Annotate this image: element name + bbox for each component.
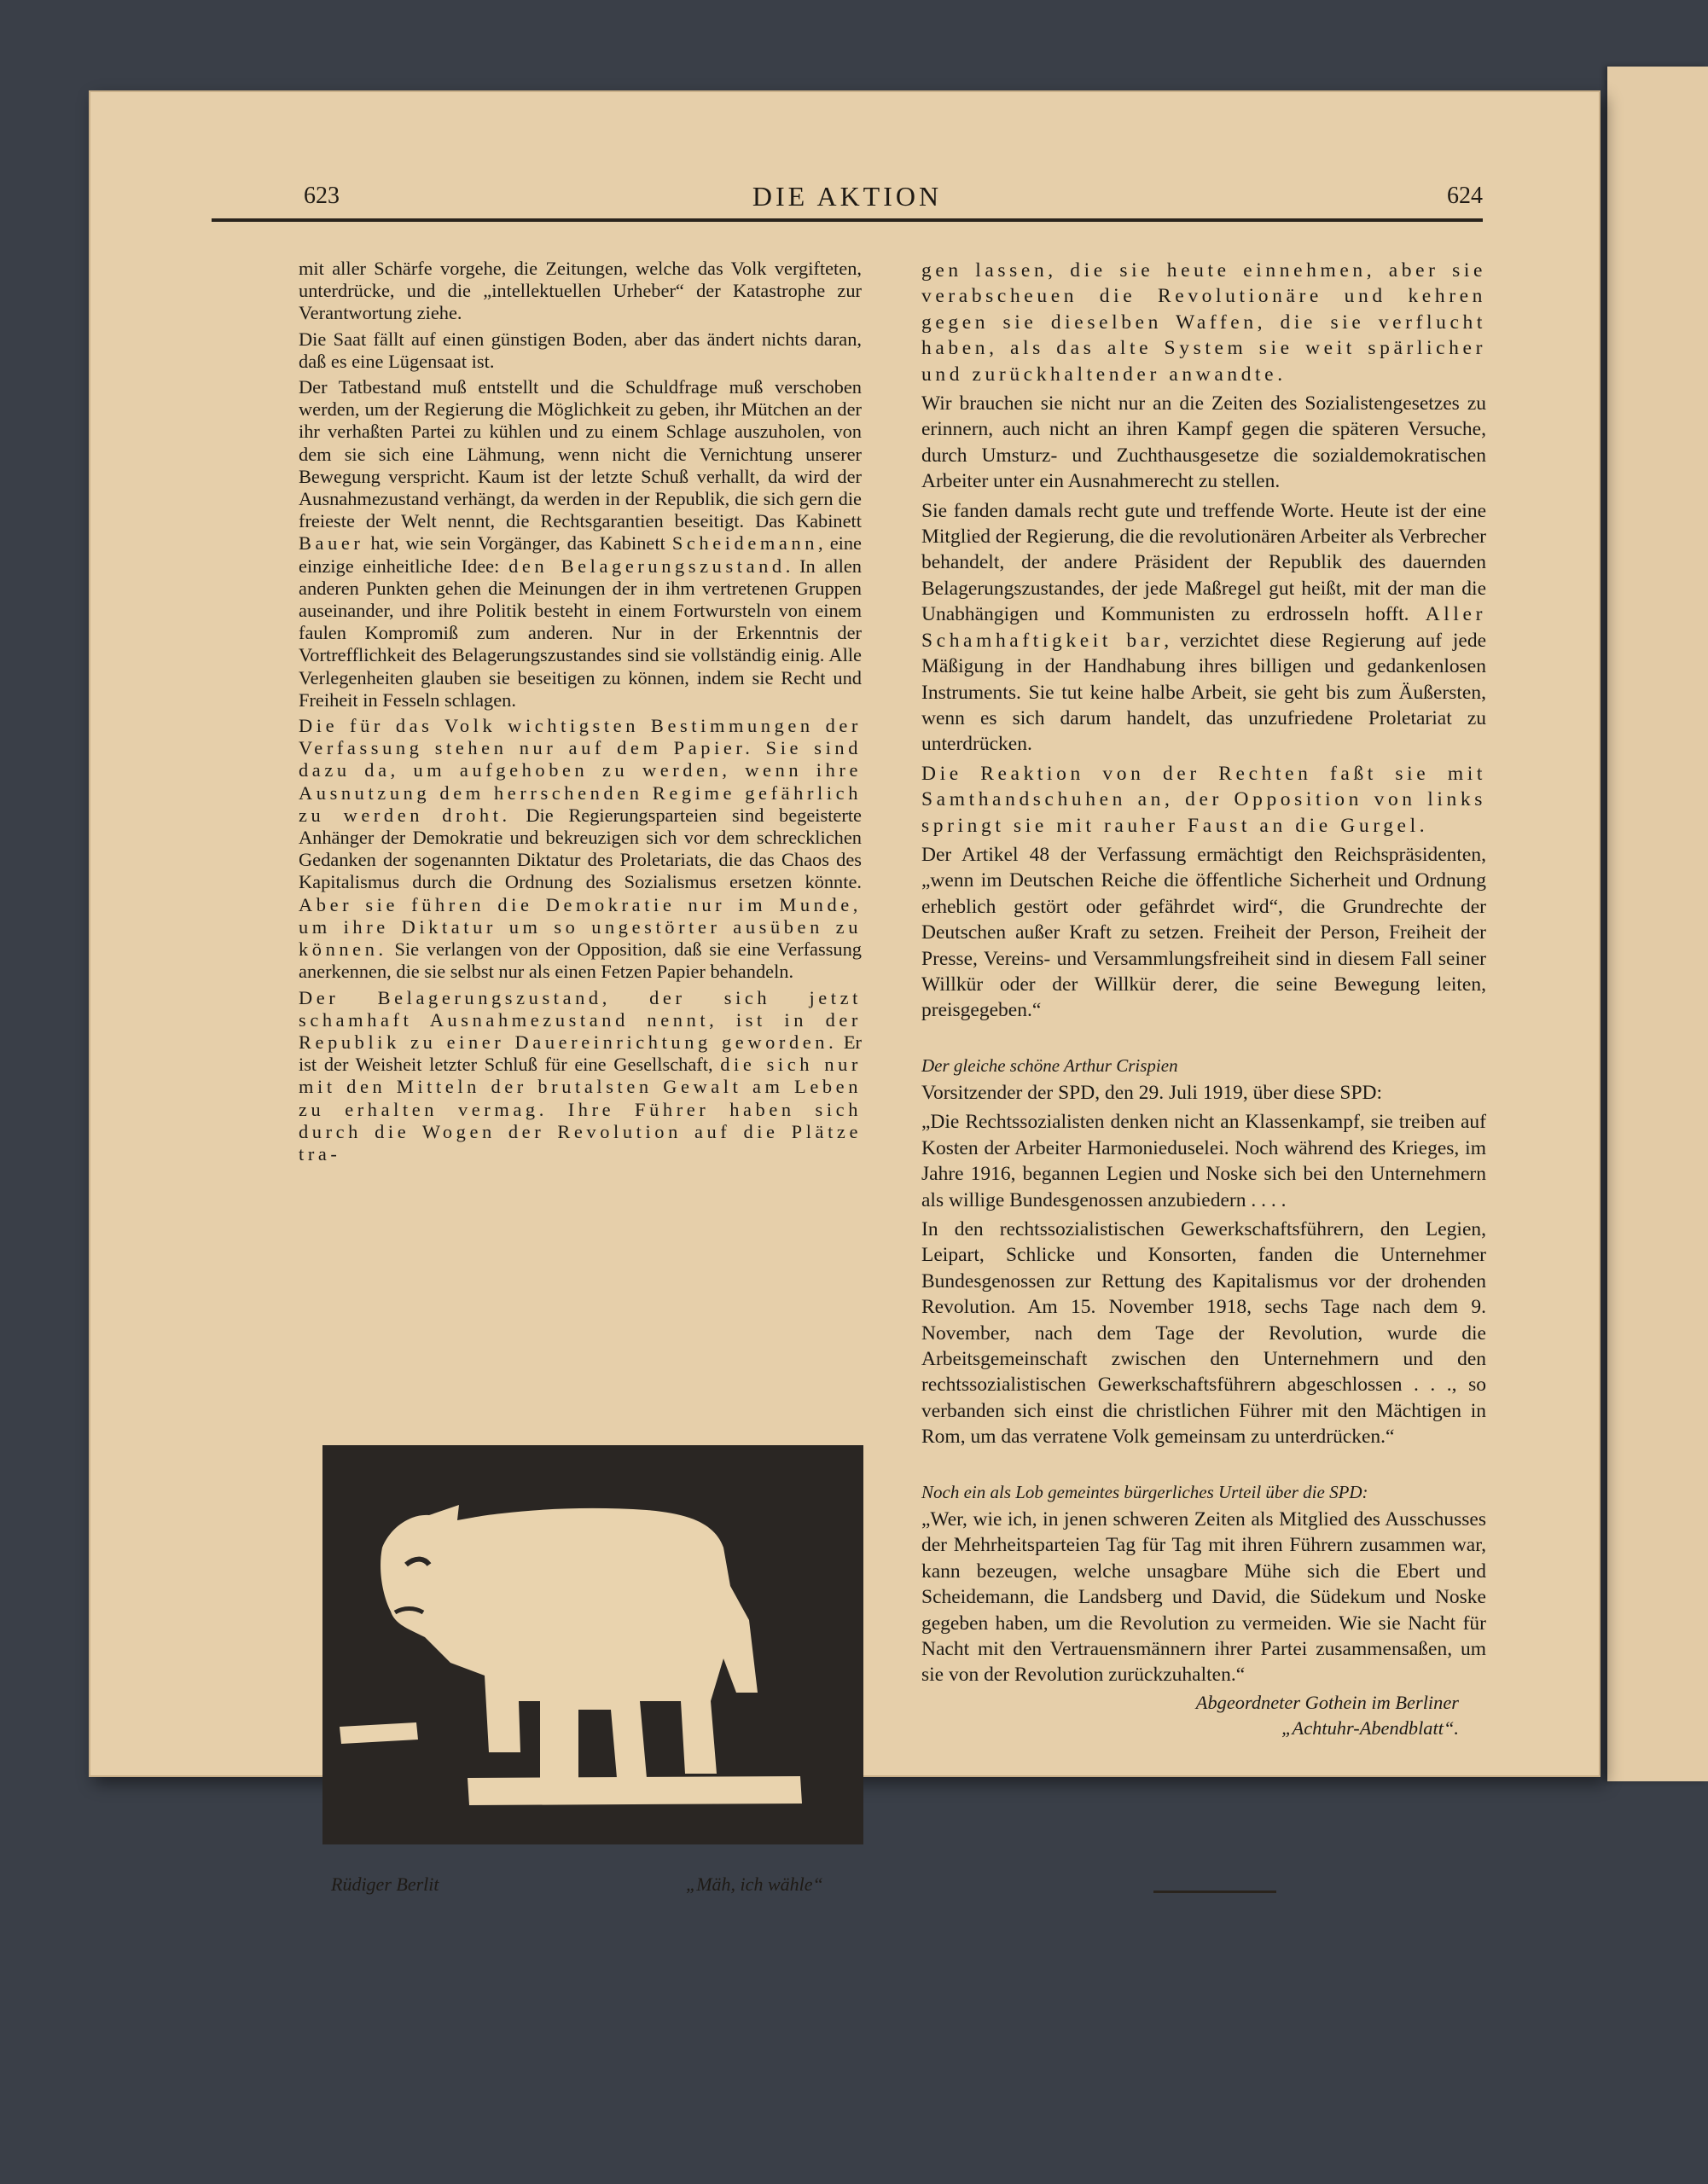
spaced-emphasis-text: Bauer xyxy=(299,532,364,555)
body-text: Er ist der Weisheit letzter Schluß für eine Gesellschaft, xyxy=(299,1031,862,1076)
left-column-paragraph xyxy=(299,376,862,712)
lamb-woodcut-drawing xyxy=(322,1445,863,1844)
right-column-paragraph xyxy=(921,391,1486,495)
magazine-title: DIE AKTION xyxy=(752,181,943,212)
spaced-emphasis-text: Aller Schamhaftigkeit bar xyxy=(921,603,1486,652)
gothein-quote: „Wer, wie ich, in jenen schweren Zeiten als Mitglied des Ausschusses der Mehrheitsparteien Tag für Tag mit ihren Führern zusammen war, kann bezeugen, welche unsagbare Mühe sich die Ebert und Scheidemann, die Landsberg und David, die Südekum und Noske gegeben haben, um die Revolution zu vermeiden. Wie sie Nacht für Nacht mit den Vertrauensmännern ihrer Partei zusammensaßen, um sie von der Revolution zurückzuhalten.“ xyxy=(921,1507,1486,1687)
body-text: Die Saat fällt auf einen günstigen Boden, aber das ändert nichts daran, daß es eine Lügensaat ist. xyxy=(299,328,862,372)
left-page-number: 623 xyxy=(304,183,340,209)
spaced-emphasis-text: Aber sie führen die Demokratie nur im Munde, um ihre Diktatur um so ungestörter ausüben zu können. xyxy=(299,893,862,961)
right-column-paragraph xyxy=(921,258,1486,387)
body-text: mit aller Schärfe vorgehe, die Zeitungen, welche das Volk vergifteten, unterdrücke, und die „intellektuellen Urheber“ der Katastrophe zur Verantwortung ziehe. xyxy=(299,258,862,324)
right-column-paragraph xyxy=(921,498,1486,758)
illustration-artist: Rüdiger Berlit xyxy=(331,1873,439,1895)
body-text: hat, wie sein Vorgänger, das Kabinett xyxy=(363,532,672,555)
left-column-paragraph xyxy=(299,328,862,373)
spaced-emphasis-text: Der Belagerungszustand, der sich jetzt schamhaft Ausnahmezustand nennt, ist in der Republik zu einer Dauereinrichtung geworden. xyxy=(299,986,862,1053)
body-text: Der Artikel 48 der Verfassung ermächtigt den Reichspräsidenten, „wenn im Deutschen Reiche die öffentliche Sicherheit und Ordnung erheblich gestört oder gefährdet wird“, die Grundrechte der Deutschen außer Kraft zu setzen. Freiheit der Person, Freiheit der Presse, Vereins- und Versammlungsfreiheit sind in diesem Fall seiner Willkür oder der Willkür derer, die seine Bewegung leiten, preisgegeben.“ xyxy=(921,843,1486,1022)
post-shape xyxy=(540,1701,578,1804)
page-header xyxy=(212,176,1483,222)
body-text: Wir brauchen sie nicht nur an die Zeiten des Sozialistengesetzes zu erinnern, auch nicht an ihren Kampf gegen die späteren Versuche, durch Umsturz- und Zuchthausgesetze die sozialdemokratischen Arbeiter unter ein Ausnahmerecht zu stellen. xyxy=(921,392,1486,493)
gothein-heading: Noch ein als Lob gemeintes bürgerliches Urteil über die SPD: xyxy=(921,1481,1368,1502)
gothein-credit-line-2: „Achtuhr-Abendblatt“. xyxy=(1281,1716,1459,1739)
body-text: Sie fanden damals recht gute und treffende Worte. Heute ist der eine Mitglied der Regierung, die die revolutionären Arbeiter als Verbrecher behandelt, der andere Präsident der Republik des dauernden Belagerungszustandes, der jede Maßregel gut heißt, mit der man die Unabhängigen und Kommunisten zu erdrosseln hofft. xyxy=(921,499,1486,626)
right-column-paragraph xyxy=(921,761,1486,839)
lamb-woodcut-illustration xyxy=(322,1445,863,1844)
right-column-paragraph xyxy=(921,842,1486,1024)
right-text-column xyxy=(921,258,1486,1743)
gothein-credit-line-1: Abgeordneter Gothein im Berliner xyxy=(1195,1691,1459,1713)
body-text: Die Regierungsparteien sind begeisterte Anhänger der Demokratie und bekreuzigen sich vor dem schrecklichen Gedanken der sogenannten Diktatur des Proletariats, die das Chaos des Kapitalismus durch die Ordnung des Sozialismus ersetzen könnte. xyxy=(299,804,862,893)
spaced-emphasis-text: die sich nur mit den Mitteln der brutalsten Gewalt am Leben zu erhalten vermag. Ihre Führer haben sich durch die Wogen der Revolution auf die Plätze tra- xyxy=(299,1054,862,1165)
body-text: Der Tatbestand muß entstellt und die Schuldfrage muß verschoben werden, um der Regierung die Möglichkeit zu geben, ihr Mütchen an der ihr verhaßten Partei zu kühlen und zu einem Schlage auszuholen, von dem sie sich eine Lähmung, wenn nicht die Vernichtung unserer Bewegung verspricht. Kaum ist der letzte Schuß verhallt, da wird der Ausnahmezustand verhängt, da werden in der Republik, die sich gern die freieste der Welt nennt, die Rechtsgarantien beseitigt. Das Kabinett xyxy=(299,376,862,532)
spaced-emphasis-text: gen lassen, die sie heute einnehmen, aber sie verabscheuen die Revolutionäre und kehren gegen sie dieselben Waffen, die sie verflucht haben, als das alte System sie weit spärlicher und zurückhaltender anwandte. xyxy=(921,259,1486,386)
illustration-title: „Mäh, ich wähle“ xyxy=(686,1873,823,1895)
spaced-emphasis-text: Die für das Volk wichtigsten Bestimmungen der Verfassung stehen nur auf dem Papier. Sie sind dazu da, um aufgehoben zu werden, wenn ihre Ausnutzung dem herrschenden Regime gefährlich zu werden droht. xyxy=(299,715,862,826)
crispien-heading: Der gleiche schöne Arthur Crispien xyxy=(921,1054,1178,1076)
body-text: , eine einzige einheitliche Idee: xyxy=(299,532,862,577)
body-text: , verzichtet diese Regierung auf jede Mäßigung in der Handhabung ihres billigen und gedankenlosen Instruments. Sie tut keine halbe Arbeit, sie geht bis zum Äußersten, wenn es sich darum handelt, das unzufriedene Proletariat zu unterdrücken. xyxy=(921,629,1486,756)
spaced-emphasis-text: Scheidemann xyxy=(671,532,819,555)
left-text-column xyxy=(299,258,862,1169)
right-page-number: 624 xyxy=(1447,183,1483,209)
left-column-paragraph xyxy=(299,987,862,1166)
left-column-paragraph xyxy=(299,715,862,983)
body-text: Sie verlangen von der Opposition, daß sie eine Verfassung anerkennen, die sie selbst nur als einen Fetzen Papier behandeln. xyxy=(299,938,862,983)
crispien-quote-2: In den rechtssozialistischen Gewerkschaftsführern, den Legien, Leipart, Schlicke und Konsorten, fanden die Unternehmer Bundesgenossen zur Rettung des Kapitalismus vor der drohenden Revolution. Am 15. November 1918, sechs Tage nach dem 9. November, nach dem Tage der Revolution, wurde die Arbeitsgemeinschaft zwischen den Unternehmern und den rechtssozialistischen Gewerkschaftsführern abgeschlossen . . ., so verbanden sich einst die christlichen Führer mit den Mächtigen in Rom, um das verratene Volk gemeinsam zu unterdrücken.“ xyxy=(921,1218,1486,1449)
left-column-paragraph xyxy=(299,258,862,325)
right-column-article xyxy=(921,258,1486,1024)
adjacent-page-edge xyxy=(1607,67,1708,1781)
spaced-emphasis-text: Die Reaktion von der Rechten faßt sie mit Samthandschuhen an, der Opposition von links springt sie mit rauher Faust an die Gurgel. xyxy=(921,762,1486,837)
spaced-emphasis-text: den Belagerungszustand xyxy=(508,555,786,577)
body-text: . In allen anderen Punkten gehen die Meinungen der in ihm vertretenen Gruppen auseinander, und ihre Politik besteht in einem Fortwursteln von einem faulen Kompromiß zum anderen. Nur in der Erkenntnis der Vortrefflichkeit des Belagerungszustandes sind sie vollständig einig. Alle Verlegenheiten glauben sie beseitigen zu können, indem sie Recht und Freiheit in Fesseln schlagen. xyxy=(299,555,862,711)
end-divider xyxy=(1153,1891,1276,1893)
ground-bar-right xyxy=(468,1776,802,1805)
crispien-quote-1: „Die Rechtssozialisten denken nicht an Klassenkampf, sie treiben auf Kosten der Arbeiter Harmonieduselei. Noch während des Krieges, im Jahre 1916, begannen Legien und Noske sich bei den Unternehmern als willige Bundesgenossen anzubiedern . . . . xyxy=(921,1111,1486,1211)
crispien-intro: Vorsitzender der SPD, den 29. Juli 1919, über diese SPD: xyxy=(921,1081,1383,1104)
